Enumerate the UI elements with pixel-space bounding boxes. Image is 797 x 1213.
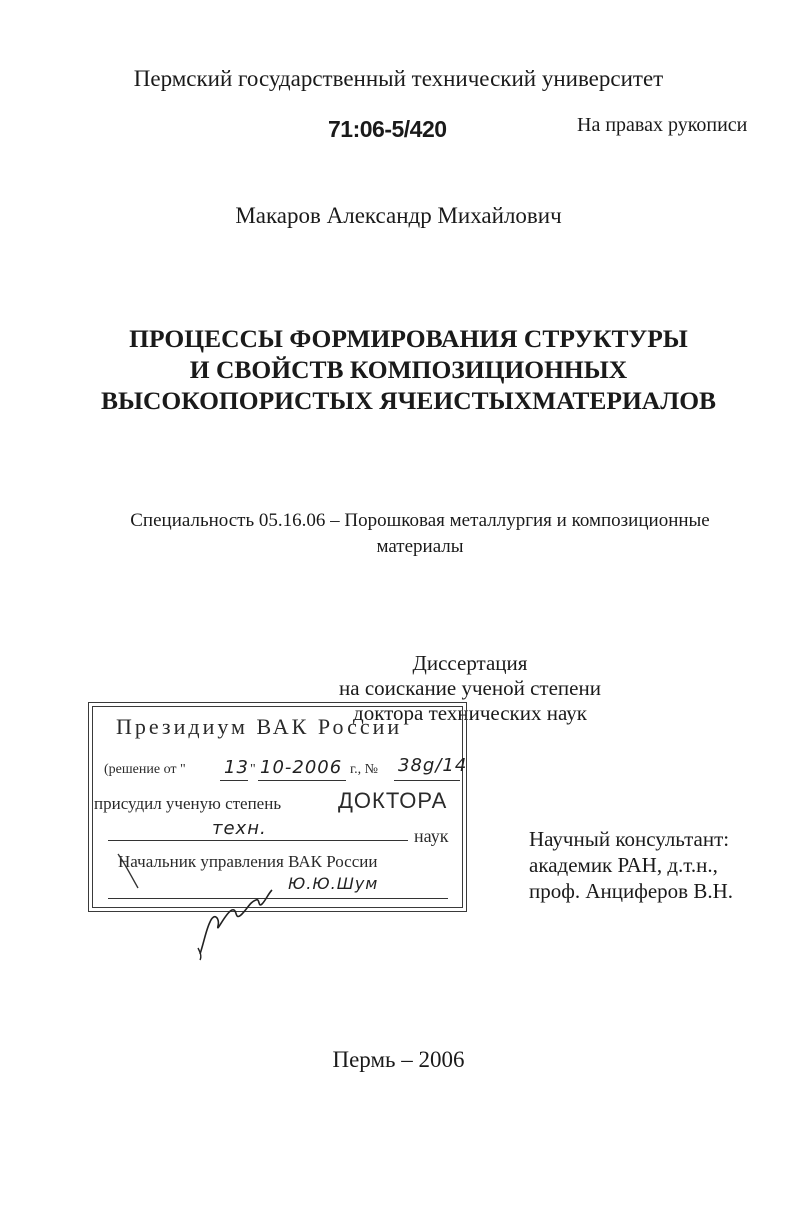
decision-number: 38g/14 bbox=[398, 755, 468, 776]
manuscript-rights: На правах рукописи bbox=[577, 114, 748, 136]
consultant-label: Научный консультант: bbox=[529, 827, 730, 851]
stamp-title: Президиум ВАК России bbox=[116, 714, 403, 739]
underline bbox=[108, 840, 408, 841]
underline bbox=[394, 780, 460, 781]
decision-prefix: (решение от " bbox=[104, 762, 186, 777]
catalog-code: 71:06-5/420 bbox=[328, 116, 447, 142]
title-line: И СВОЙСТВ КОМПОЗИЦИОННЫХ bbox=[189, 355, 628, 384]
dissertation-line: доктора технических наук bbox=[353, 701, 587, 725]
consultant-line: академик РАН, д.т.н., bbox=[529, 853, 718, 877]
degree-field: техн. bbox=[212, 818, 267, 839]
dissertation-line: Диссертация bbox=[412, 651, 528, 675]
decision-mid: г., № bbox=[350, 762, 379, 777]
awarded-degree: ДОКТОРА bbox=[338, 788, 448, 813]
awarded-label: присудил ученую степень bbox=[94, 794, 282, 813]
head-signature: Ю.Ю.Шум bbox=[288, 874, 379, 893]
specialty bbox=[110, 508, 730, 560]
decision-date: 10-2006 bbox=[260, 757, 343, 778]
stamp-mark-icon bbox=[116, 852, 142, 892]
decision-day: 13 bbox=[224, 757, 249, 778]
underline bbox=[220, 780, 248, 781]
handwritten-signature-icon bbox=[190, 882, 280, 962]
title-line: ВЫСОКОПОРИСТЫХ ЯЧЕИСТЫХМАТЕРИАЛОВ bbox=[100, 386, 717, 415]
dissertation-line: на соискание ученой степени bbox=[339, 676, 601, 700]
underline bbox=[258, 780, 346, 781]
author-name: Макаров Александр Михайлович bbox=[235, 203, 562, 228]
quote-mark: " bbox=[250, 762, 256, 777]
head-label: Начальник управления ВАК России bbox=[118, 852, 378, 871]
scientific-consultant bbox=[529, 826, 733, 904]
title-line: ПРОЦЕССЫ ФОРМИРОВАНИЯ СТРУКТУРЫ bbox=[129, 324, 688, 353]
specialty-line: Специальность 05.16.06 – Порошковая металлургия и композиционные bbox=[130, 510, 710, 531]
specialty-line: материалы bbox=[376, 536, 464, 557]
consultant-line: проф. Анциферов В.Н. bbox=[529, 879, 733, 903]
university-name: Пермский государственный технический университет bbox=[133, 66, 664, 91]
dissertation-title bbox=[60, 323, 757, 416]
field-suffix: наук bbox=[414, 826, 449, 846]
city-year: Пермь – 2006 bbox=[332, 1047, 465, 1072]
